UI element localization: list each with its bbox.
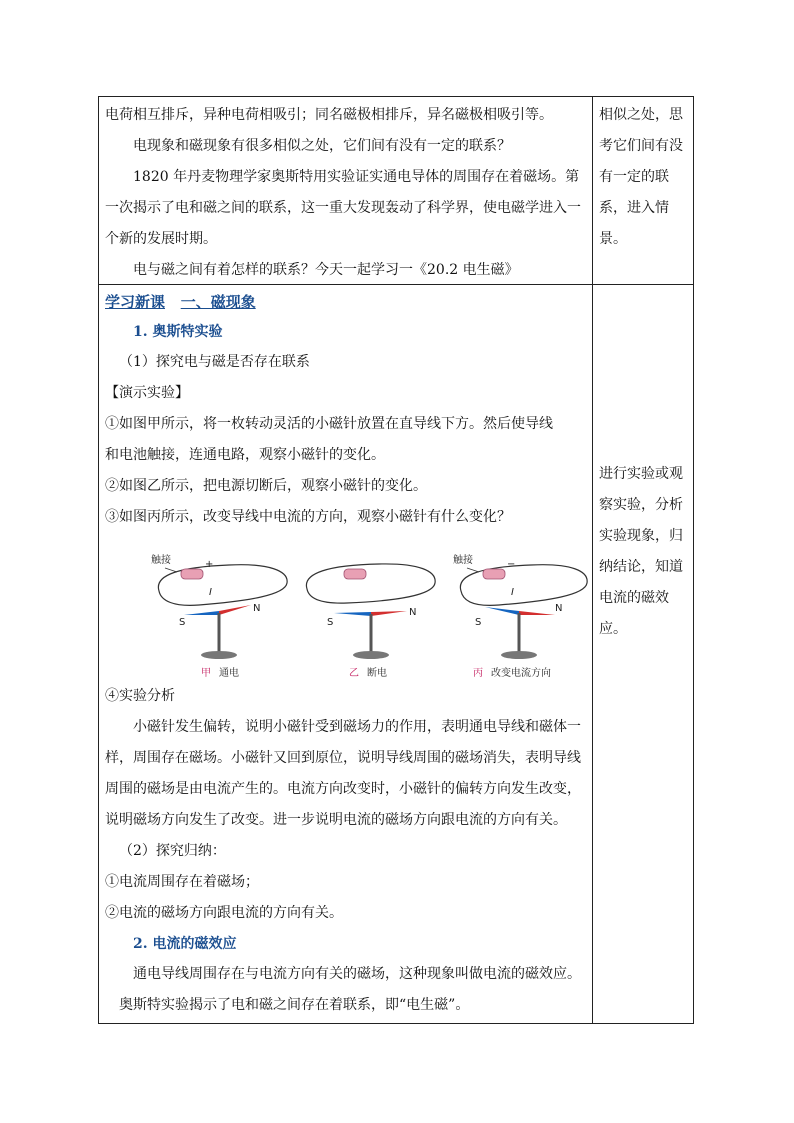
intro-line: 电现象和磁现象有很多相似之处，它们间有没有一定的联系？ bbox=[133, 138, 511, 154]
fig-yi-label: 乙 bbox=[349, 668, 359, 678]
analysis-cell bbox=[105, 681, 589, 1021]
side-note-line: 应。 bbox=[599, 621, 627, 637]
arrow-icon bbox=[165, 568, 177, 572]
definition: 通电导线周围存在与电流方向有关的磁场，这种现象叫做电流的磁效应。 bbox=[133, 966, 581, 982]
needle-south-icon bbox=[334, 612, 371, 616]
side-note-line: 系，进入情 bbox=[599, 200, 669, 216]
conclusion-2: ②电流的磁场方向跟电流的方向有关。 bbox=[105, 905, 343, 921]
intro-line: 一次揭示了电和磁之间的联系，这一重大发现轰动了科学界，使电磁学进入一 bbox=[105, 200, 581, 216]
figure-yi bbox=[306, 564, 435, 678]
stand-base bbox=[353, 651, 389, 659]
wire-loop bbox=[306, 564, 435, 603]
side-note-line: 电流的磁效 bbox=[599, 590, 669, 606]
side-note-line: 景。 bbox=[599, 231, 627, 247]
section-prefix: 学习新课 bbox=[105, 293, 166, 311]
plus-sign: + bbox=[205, 559, 214, 570]
analysis-line: 说明磁场方向发生了改变。进一步说明电流的磁场方向跟电流的方向有关。 bbox=[105, 812, 567, 828]
battery-icon bbox=[181, 569, 203, 579]
s-label: S bbox=[475, 617, 482, 628]
s-label: S bbox=[179, 617, 186, 628]
intro-side-cell bbox=[599, 100, 689, 255]
minus-sign: − bbox=[507, 559, 516, 570]
demo-label: 【演示实验】 bbox=[105, 385, 189, 401]
arrow-icon bbox=[467, 568, 479, 572]
figure-bing bbox=[453, 553, 587, 678]
fig-jia-text: 通电 bbox=[219, 668, 239, 678]
analysis-line: 周围的磁场是由电流产生的。电流方向改变时，小磁针的偏转方向发生改变， bbox=[105, 781, 581, 797]
side-note-line: 相似之处，思 bbox=[599, 107, 683, 123]
column-divider bbox=[592, 97, 593, 1023]
intro-line: 电与磁之间有着怎样的联系？今天一起学习一《20.2 电生磁》 bbox=[133, 262, 519, 278]
n-label: N bbox=[409, 607, 417, 618]
n-label: N bbox=[253, 603, 261, 614]
current-label: I bbox=[511, 587, 514, 598]
analysis-line: 样，周围存在磁场。小磁针又回到原位，说明导线周围的磁场消失，表明导线 bbox=[105, 750, 581, 766]
subheading-magnetic-effect: 2. 电流的磁效应 bbox=[133, 936, 237, 952]
stand-base bbox=[201, 651, 237, 659]
touch-label: 触接 bbox=[453, 555, 473, 566]
fig-yi-text: 断电 bbox=[367, 668, 387, 678]
fig-bing-text: 改变电流方向 bbox=[491, 668, 551, 678]
step-1a: ①如图甲所示，将一枚转动灵活的小磁针放置在直导线下方。然后使导线 bbox=[105, 416, 553, 432]
fig-jia-label: 甲 bbox=[201, 668, 211, 678]
needle-north-icon bbox=[219, 605, 251, 615]
needle-north-icon bbox=[519, 611, 555, 615]
conclusion-1: ①电流周围存在着磁场； bbox=[105, 874, 259, 890]
question-2: （2）探究归纳： bbox=[119, 843, 226, 859]
subheading-oersted: 1. 奥斯特实验 bbox=[133, 324, 223, 340]
fig-bing-label: 丙 bbox=[473, 668, 483, 678]
wire-loop bbox=[158, 565, 287, 606]
section-heading bbox=[105, 287, 589, 317]
needle-south-icon bbox=[184, 611, 219, 615]
lesson-table bbox=[98, 96, 694, 1024]
final-statement: 奥斯特实验揭示了电和磁之间存在着联系，即“电生磁”。 bbox=[119, 997, 470, 1013]
wire-loop bbox=[460, 565, 587, 606]
section-title: 一、磁现象 bbox=[180, 293, 256, 311]
needle-north-icon bbox=[371, 611, 407, 616]
side-note-line: 有一定的联 bbox=[599, 169, 669, 185]
current-label: I bbox=[209, 587, 212, 598]
step-2: ②如图乙所示，把电源切断后，观察小磁针的变化。 bbox=[105, 478, 427, 494]
experiment-figure bbox=[139, 553, 589, 678]
figure-jia bbox=[151, 553, 287, 678]
battery-icon bbox=[483, 569, 505, 579]
question-1: （1）探究电与磁是否存在联系 bbox=[119, 354, 310, 370]
needle-south-icon bbox=[485, 607, 519, 615]
side-note-line: 纳结论，知道 bbox=[599, 559, 683, 575]
intro-line: 1820 年丹麦物理学家奥斯特用实验证实通电导体的周围存在着磁场。第 bbox=[133, 169, 580, 185]
analysis-line: 小磁针发生偏转，说明小磁针受到磁场力的作用，表明通电导线和磁体一 bbox=[133, 719, 581, 735]
side-note-line: 察实验，分析 bbox=[599, 497, 683, 513]
touch-label: 触接 bbox=[151, 555, 171, 566]
side-note-line: 考它们间有没 bbox=[599, 138, 683, 154]
n-label: N bbox=[555, 603, 563, 614]
step-3: ③如图丙所示，改变导线中电流的方向，观察小磁针有什么变化？ bbox=[105, 509, 511, 525]
intro-line: 个新的发展时期。 bbox=[105, 231, 217, 247]
s-label: S bbox=[327, 617, 334, 628]
battery-icon bbox=[344, 569, 366, 579]
side-note-line: 进行实验或观 bbox=[599, 466, 683, 482]
new-lesson-cell bbox=[105, 287, 589, 533]
step-1b: 和电池触接，连通电路，观察小磁针的变化。 bbox=[105, 447, 385, 463]
intro-line: 电荷相互排斥，异种电荷相吸引；同名磁极相排斥，异名磁极相吸引等。 bbox=[105, 107, 553, 123]
step-4: ④实验分析 bbox=[105, 688, 175, 704]
stand-base bbox=[501, 651, 537, 659]
activity-side-cell bbox=[599, 459, 689, 645]
intro-cell bbox=[105, 100, 589, 286]
side-note-line: 实验现象，归 bbox=[599, 528, 683, 544]
